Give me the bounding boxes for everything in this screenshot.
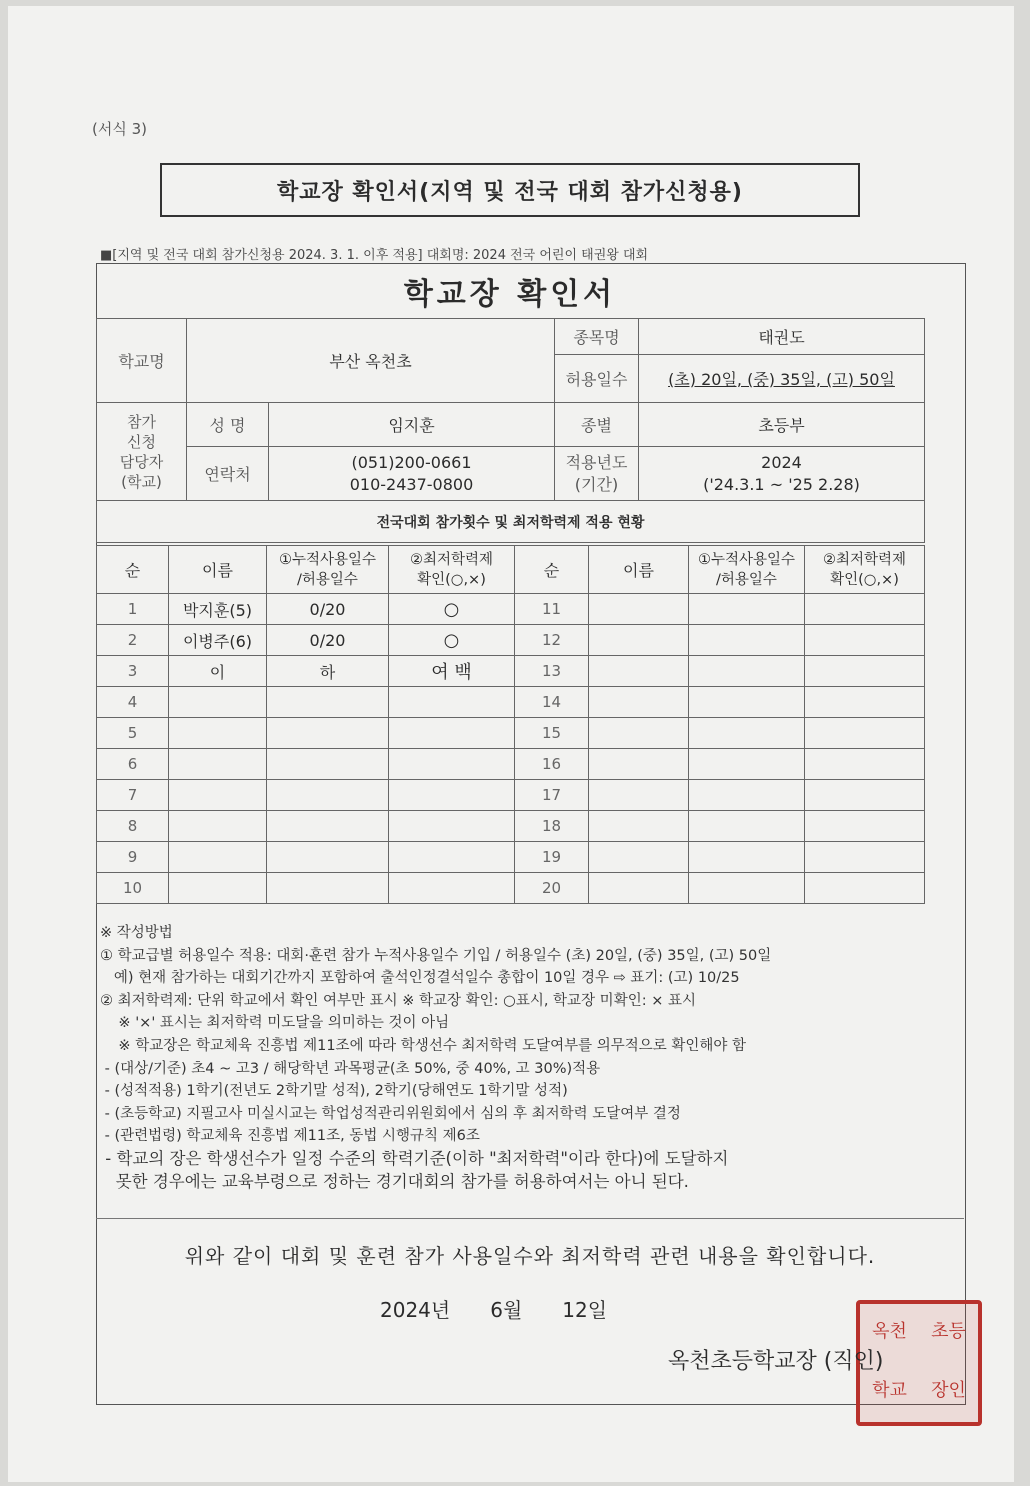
contact-phone: (051)200-0661: [351, 452, 472, 472]
main-title: 학교장 확인서: [403, 277, 617, 312]
period-label: (기간): [574, 474, 619, 494]
period-value: ('24.3.1 ~ '25 2.28): [703, 474, 860, 494]
used-days-2: [689, 656, 805, 687]
instruction-line: ② 최저학력제: 단위 학교에서 확인 여부만 표시 ※ 학교장 확인: ○표시, 학교장 미확인: × 표시: [100, 992, 696, 1009]
student-name-2: [589, 625, 689, 656]
document-title: 학교장 확인서(지역 및 전국 대회 참가신청용): [160, 163, 860, 217]
academic-check-2: [805, 842, 925, 873]
status-row: [97, 656, 925, 687]
row-number-2: 19: [515, 842, 589, 873]
used-days-2: [689, 873, 805, 904]
status-row: [97, 842, 925, 873]
student-name-2: [589, 749, 689, 780]
used-days: [267, 718, 389, 749]
status-table: [96, 545, 925, 904]
used-days: 0/20: [267, 625, 389, 656]
academic-check: [389, 687, 515, 718]
row-number: 3: [97, 656, 169, 687]
row-number-2: 20: [515, 873, 589, 904]
academic-check-2: [805, 625, 925, 656]
student-name-2: [589, 873, 689, 904]
student-name: [169, 749, 267, 780]
division-label: 종별: [555, 403, 639, 447]
header-no-2: 순: [515, 546, 589, 594]
principal-signature: 옥천초등학교장 (직인): [668, 1349, 884, 1374]
student-name: [169, 687, 267, 718]
academic-check-2: [805, 811, 925, 842]
section-divider: [96, 1218, 964, 1219]
date-day: 12일: [562, 1298, 608, 1322]
student-name: 이병주(6): [169, 625, 267, 656]
status-row: [97, 873, 925, 904]
used-days: [267, 842, 389, 873]
used-days: [267, 749, 389, 780]
applicant-name: 임지훈: [269, 403, 555, 447]
row-number-2: 18: [515, 811, 589, 842]
status-title: 전국대회 참가횟수 및 최저학력제 적용 현황: [97, 501, 925, 543]
used-days-2: [689, 749, 805, 780]
used-days-2: [689, 718, 805, 749]
academic-check: [389, 811, 515, 842]
student-name-2: [589, 811, 689, 842]
academic-check-2: [805, 780, 925, 811]
school-label: 학교명: [97, 319, 187, 403]
instruction-line: - (초등학교) 지필고사 미실시교는 학업성적관리위원회에서 심의 후 최저학력 도달여부 결정: [100, 1105, 681, 1122]
academic-check: [389, 873, 515, 904]
status-header-row: [97, 546, 925, 594]
academic-check: [389, 718, 515, 749]
contact-cell: [269, 447, 555, 501]
header-no: 순: [97, 546, 169, 594]
student-name-2: [589, 594, 689, 625]
date-month: 6월: [490, 1298, 523, 1322]
academic-check-2: [805, 656, 925, 687]
row-number: 4: [97, 687, 169, 718]
instruction-line: 예) 현재 참가하는 대회기간까지 포함하여 출석인정결석일수 총합이 10일 경우 ⇨ 표기: (고) 10/25: [100, 970, 740, 987]
instruction-line: - (대상/기준) 초4 ~ 고3 / 해당학년 과목평균(초 50%, 중 40%, 고 30%)적용: [100, 1060, 601, 1077]
used-days: 0/20: [267, 594, 389, 625]
year-cell: [639, 447, 925, 501]
header-acad-2: ②최저학력제 확인(○,×): [805, 546, 925, 594]
header-days: ①누적사용일수 /허용일수: [267, 546, 389, 594]
year-label-cell: [555, 447, 639, 501]
row-number: 8: [97, 811, 169, 842]
row-number-2: 13: [515, 656, 589, 687]
row-number: 1: [97, 594, 169, 625]
student-name-2: [589, 780, 689, 811]
row-number-2: 15: [515, 718, 589, 749]
header-acad: ②최저학력제 확인(○,×): [389, 546, 515, 594]
instructions-heading: ※ 작성방법: [100, 925, 173, 941]
row-number-2: 16: [515, 749, 589, 780]
status-row: [97, 687, 925, 718]
used-days-2: [689, 594, 805, 625]
seal-character: 장인: [931, 1380, 966, 1401]
status-row: [97, 718, 925, 749]
row-number-2: 11: [515, 594, 589, 625]
student-name: [169, 811, 267, 842]
row-number: 10: [97, 873, 169, 904]
year-value: 2024: [761, 452, 802, 472]
seal-character: 초등: [931, 1321, 966, 1342]
used-days: [267, 780, 389, 811]
instruction-line: ① 학교급별 허용일수 적용: 대회·훈련 참가 누적사용일수 기입 / 허용일수 (초) 20일, (중) 35일, (고) 50일: [100, 947, 772, 964]
academic-check: 여 백: [389, 656, 515, 687]
form-number: (서식 3): [92, 120, 147, 138]
row-number: 6: [97, 749, 169, 780]
student-name: [169, 780, 267, 811]
status-row: [97, 625, 925, 656]
status-row: [97, 594, 925, 625]
student-name: 박지훈(5): [169, 594, 267, 625]
academic-check-2: [805, 873, 925, 904]
row-number: 7: [97, 780, 169, 811]
row-number-2: 12: [515, 625, 589, 656]
used-days-2: [689, 780, 805, 811]
student-name-2: [589, 687, 689, 718]
school-value: 부산 옥천초: [187, 319, 555, 403]
event-label: 종목명: [555, 319, 639, 355]
academic-check: [389, 749, 515, 780]
event-value: 태권도: [639, 319, 925, 355]
academic-check-2: [805, 594, 925, 625]
instruction-line: - (성적적용) 1학기(전년도 2학기말 성적), 2학기(당해연도 1학기말 성적): [100, 1083, 568, 1100]
instruction-line: - 학교의 장은 학생선수가 일정 수준의 학력기준(이하 "최저학력"이라 한다)에 도달하지: [100, 1148, 729, 1168]
header-days-2: ①누적사용일수 /허용일수: [689, 546, 805, 594]
academic-check: [389, 842, 515, 873]
student-name-2: [589, 842, 689, 873]
used-days-2: [689, 811, 805, 842]
allowed-days-value: (초) 20일, (중) 35일, (고) 50일: [639, 355, 925, 403]
row-number: 5: [97, 718, 169, 749]
used-days-2: [689, 842, 805, 873]
status-row: [97, 811, 925, 842]
used-days-2: [689, 687, 805, 718]
used-days-2: [689, 625, 805, 656]
header-name: 이름: [169, 546, 267, 594]
year-label: 적용년도: [565, 452, 628, 472]
academic-check: ○: [389, 625, 515, 656]
applicability-note: ■[지역 및 전국 대회 참가신청용 2024. 3. 1. 이후 적용] 대회명: 2024 전국 어린이 태권왕 대회: [100, 248, 649, 263]
row-number: 2: [97, 625, 169, 656]
academic-check: [389, 780, 515, 811]
instruction-line: - (관련법령) 학교체육 진흥법 제11조, 동법 시행규칙 제6조: [100, 1128, 480, 1145]
instruction-line: 못한 경우에는 교육부령으로 정하는 경기대회의 참가를 허용하여서는 아니 된다.: [100, 1171, 689, 1191]
academic-check-2: [805, 718, 925, 749]
academic-check: ○: [389, 594, 515, 625]
student-name: [169, 718, 267, 749]
row-number-2: 17: [515, 780, 589, 811]
division-value: 초등부: [639, 403, 925, 447]
student-name: [169, 842, 267, 873]
seal-character: 학교: [872, 1380, 907, 1401]
instruction-line: ※ 학교장은 학교체육 진흥법 제11조에 따라 학생선수 최저학력 도달여부를 의무적으로 확인해야 함: [100, 1037, 747, 1054]
days-label: 허용일수: [555, 355, 639, 403]
contact-label: 연락처: [187, 447, 269, 501]
applicant-label: 참가 신청 담당자 (학교): [97, 403, 187, 501]
status-row: [97, 780, 925, 811]
name-label: 성 명: [187, 403, 269, 447]
academic-check-2: [805, 749, 925, 780]
used-days: 하: [267, 656, 389, 687]
instructions-section: [100, 922, 960, 1193]
instruction-line: ※ '×' 표시는 최저학력 미도달을 의미하는 것이 아님: [100, 1015, 450, 1032]
header-name-2: 이름: [589, 546, 689, 594]
student-name-2: [589, 656, 689, 687]
used-days: [267, 687, 389, 718]
row-number-2: 14: [515, 687, 589, 718]
row-number: 9: [97, 842, 169, 873]
date-year: 2024년: [380, 1298, 451, 1322]
student-name: [169, 873, 267, 904]
issue-date: [380, 1294, 607, 1323]
seal-character: 옥천: [872, 1321, 907, 1342]
student-name: 이: [169, 656, 267, 687]
status-row: [97, 749, 925, 780]
contact-mobile: 010-2437-0800: [349, 474, 474, 494]
academic-check-2: [805, 687, 925, 718]
used-days: [267, 811, 389, 842]
confirmation-statement: 위와 같이 대회 및 훈련 참가 사용일수와 최저학력 관련 내용을 확인합니다.: [184, 1244, 876, 1268]
info-table: [96, 318, 925, 543]
used-days: [267, 873, 389, 904]
student-name-2: [589, 718, 689, 749]
